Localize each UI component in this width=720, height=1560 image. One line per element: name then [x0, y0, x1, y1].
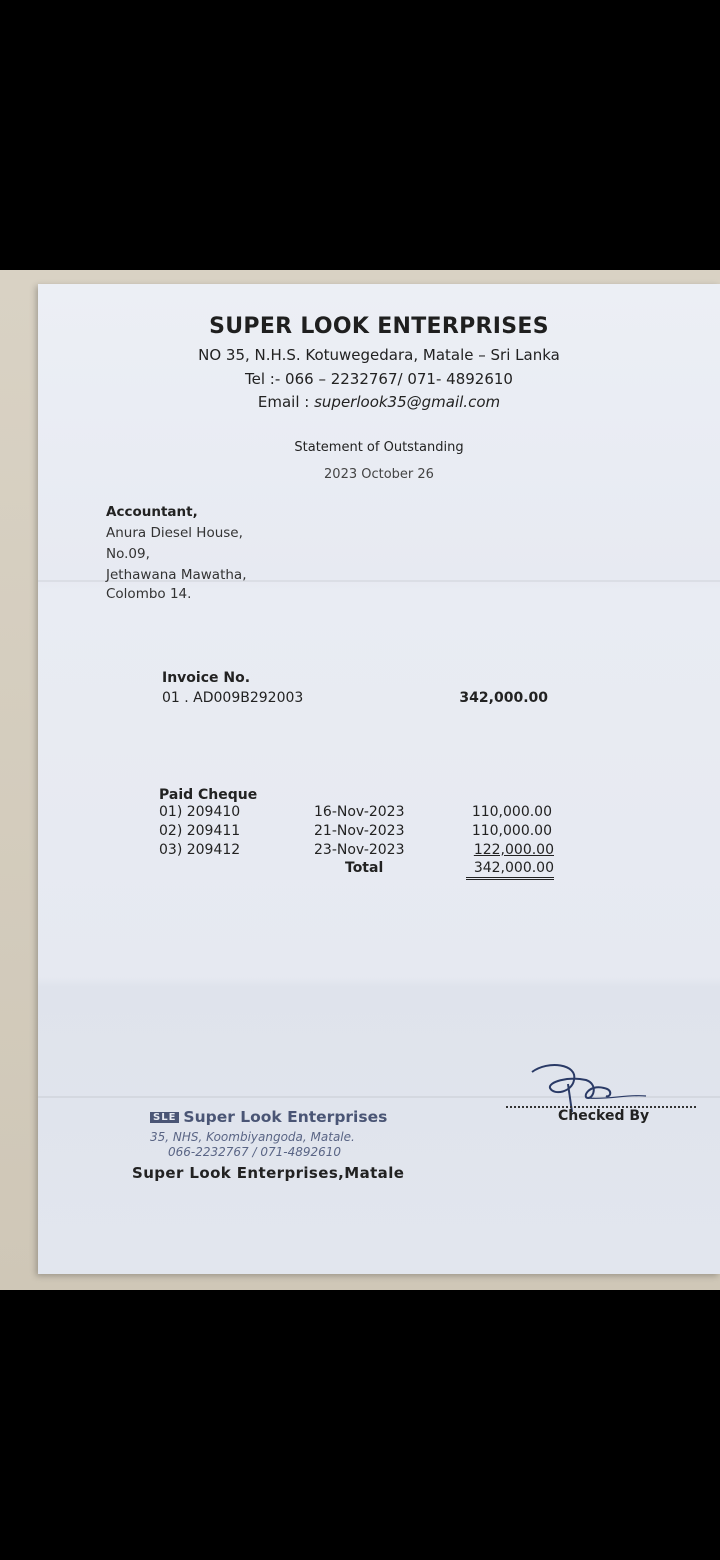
total-amount: 342,000.00: [466, 859, 554, 880]
company-phone: Tel :- 066 – 2232767/ 071- 4892610: [245, 370, 513, 388]
invoice-amount: 342,000.00: [459, 690, 548, 706]
footer-company: Super Look Enterprises,Matale: [132, 1164, 405, 1182]
statement-date: 2023 October 26: [324, 467, 434, 482]
seal-company-name: Super Look Enterprises: [183, 1108, 388, 1126]
invoice-number: 01 . AD009B292003: [162, 690, 304, 706]
statement-title: Statement of Outstanding: [294, 440, 464, 455]
email-label: Email :: [257, 393, 310, 411]
cheque-number: 01) 209410: [159, 804, 241, 820]
invoice-label: Invoice No.: [162, 670, 251, 686]
company-name: SUPER LOOK ENTERPRISES: [209, 314, 549, 339]
cheque-amount: 110,000.00: [471, 823, 552, 839]
cheque-date: 16-Nov-2023: [314, 804, 405, 820]
total-label: Total: [345, 860, 384, 876]
recipient-line: No.09,: [106, 546, 150, 562]
company-address: NO 35, N.H.S. Kotuwegedara, Matale – Sri Lanka: [198, 346, 560, 364]
cheque-number: 03) 209412: [159, 842, 241, 858]
company-email: superlook35@gmail.com: [314, 393, 501, 411]
company-email-line: [38, 393, 720, 411]
recipient-line: Anura Diesel House,: [106, 525, 243, 541]
cheque-date: 21-Nov-2023: [314, 823, 405, 839]
seal-address: 35, NHS, Koombiyangoda, Matale.: [150, 1130, 355, 1144]
cheque-date: 23-Nov-2023: [314, 842, 405, 858]
cheque-amount: 110,000.00: [471, 804, 552, 820]
paid-cheque-label: Paid Cheque: [159, 787, 258, 803]
seal-logo: SLE: [150, 1112, 179, 1123]
recipient-line: Accountant,: [106, 504, 198, 520]
cheque-number: 02) 209411: [159, 823, 241, 839]
cheque-amount: 122,000.00: [473, 842, 554, 858]
statement-document: [38, 284, 720, 1274]
seal-phone: 066-2232767 / 071-4892610: [168, 1145, 342, 1159]
checked-by-label: Checked By: [558, 1108, 650, 1124]
recipient-line: Colombo 14.: [106, 586, 192, 602]
company-seal: [150, 1108, 387, 1126]
recipient-line: Jethawana Mawatha,: [106, 567, 247, 583]
